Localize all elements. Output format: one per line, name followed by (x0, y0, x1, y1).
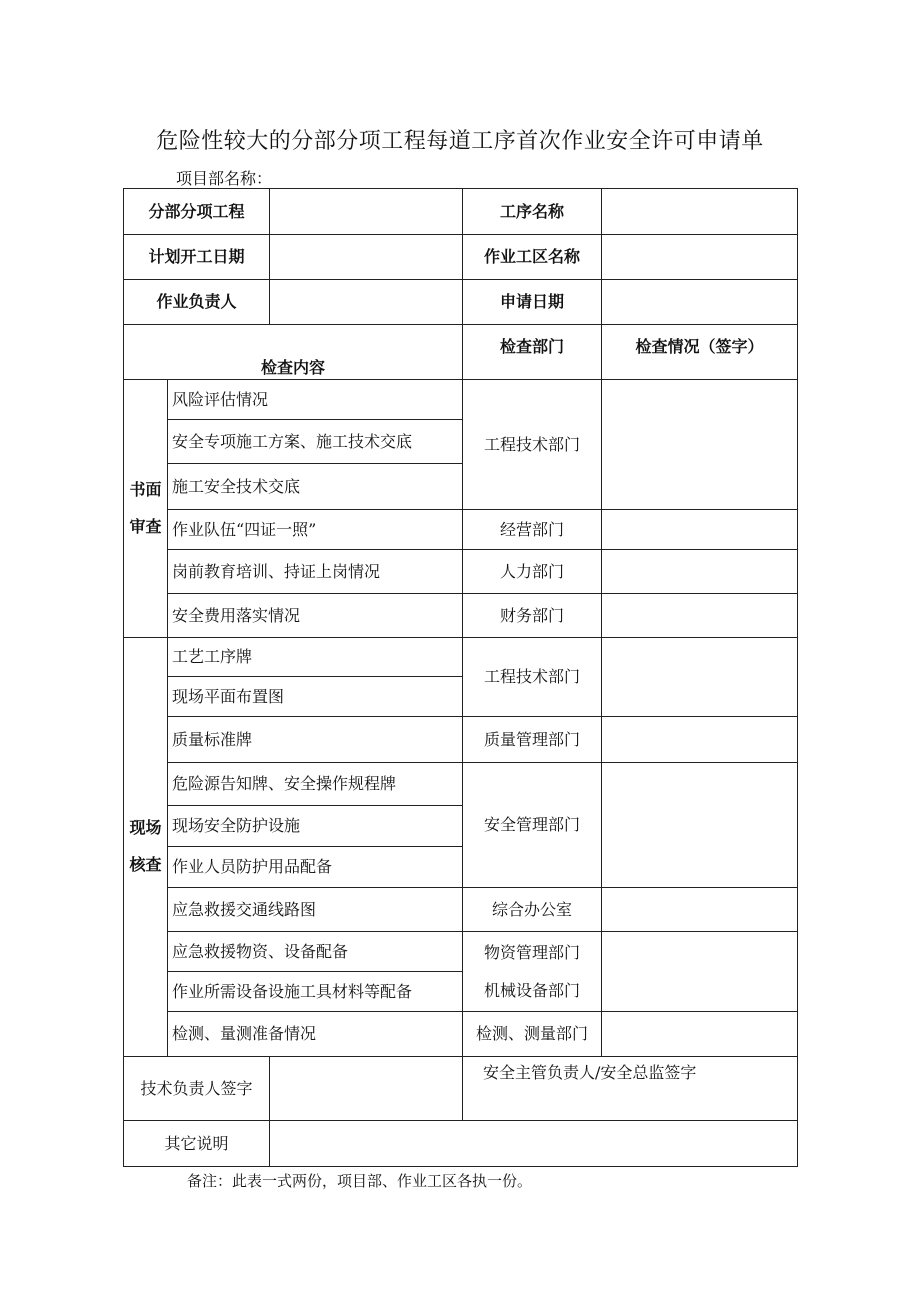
check-item: 风险评估情况 (168, 380, 463, 420)
section-label-line: 审查 (129, 516, 162, 536)
table-row (124, 932, 798, 972)
table-row (124, 1012, 798, 1057)
signature-cell[interactable] (602, 888, 798, 932)
department-cell: 检测、测量部门 (463, 1012, 602, 1057)
planned-start-date-field[interactable] (270, 235, 463, 280)
table-row (124, 638, 798, 677)
table-row (124, 888, 798, 932)
apply-date-label: 申请日期 (463, 280, 602, 325)
check-item: 岗前教育培训、持证上岗情况 (168, 550, 463, 594)
check-item: 作业所需设备设施工具材料等配备 (168, 972, 463, 1012)
check-item: 施工安全技术交底 (168, 464, 463, 510)
check-item: 作业队伍“四证一照” (168, 510, 463, 550)
planned-start-date-label: 计划开工日期 (124, 235, 270, 280)
check-item: 现场安全防护设施 (168, 806, 463, 847)
header-row (124, 280, 798, 325)
department-cell: 安全管理部门 (463, 763, 602, 888)
check-item: 工艺工序牌 (168, 638, 463, 677)
process-name-field[interactable] (602, 189, 798, 235)
project-name-label: 项目部名称： (176, 169, 273, 188)
signature-cell[interactable] (602, 932, 798, 1012)
department-cell: 质量管理部门 (463, 717, 602, 763)
department-line: 物资管理部门 (484, 942, 581, 962)
department-cell: 工程技术部门 (463, 638, 602, 717)
check-item: 质量标准牌 (168, 717, 463, 763)
check-content-header: 检查内容 (124, 325, 463, 380)
signature-cell[interactable] (602, 638, 798, 717)
header-row (124, 189, 798, 235)
department-cell: 财务部门 (463, 594, 602, 638)
sub-project-field[interactable] (270, 189, 463, 235)
department-cell: 经营部门 (463, 510, 602, 550)
department-cell: 综合办公室 (463, 888, 602, 932)
section-site-check-label (124, 638, 168, 1057)
table-row (124, 717, 798, 763)
signature-cell[interactable] (602, 380, 798, 510)
department-cell: 人力部门 (463, 550, 602, 594)
work-leader-field[interactable] (270, 280, 463, 325)
tech-lead-signature-label: 技术负责人签字 (124, 1057, 270, 1121)
other-notes-row (124, 1121, 798, 1167)
form-remark: 备注：此表一式两份，项目部、作业工区各执一份。 (187, 1172, 533, 1190)
column-header-row (124, 325, 798, 380)
signature-cell[interactable] (602, 763, 798, 888)
tech-lead-signature-field[interactable] (270, 1057, 463, 1121)
apply-date-field[interactable] (602, 280, 798, 325)
sub-project-label: 分部分项工程 (124, 189, 270, 235)
section-label-line: 书面 (129, 479, 162, 499)
check-item: 危险源告知牌、安全操作规程牌 (168, 763, 463, 806)
section-label-line: 现场 (129, 818, 162, 838)
other-notes-field[interactable] (270, 1121, 798, 1167)
signature-cell[interactable] (602, 1012, 798, 1057)
table-row (124, 763, 798, 806)
check-item: 现场平面布置图 (168, 677, 463, 717)
signature-cell[interactable] (602, 717, 798, 763)
other-notes-label: 其它说明 (124, 1121, 270, 1167)
table-row (124, 380, 798, 420)
table-row (124, 550, 798, 594)
check-department-header: 检查部门 (463, 325, 602, 380)
work-leader-label: 作业负责人 (124, 280, 270, 325)
section-label-line: 核查 (129, 855, 162, 874)
work-zone-name-field[interactable] (602, 235, 798, 280)
process-name-label: 工序名称 (463, 189, 602, 235)
work-zone-name-label: 作业工区名称 (463, 235, 602, 280)
form-title: 危险性较大的分部分项工程每道工序首次作业安全许可申请单 (156, 129, 764, 154)
header-row (124, 235, 798, 280)
check-item: 检测、量测准备情况 (168, 1012, 463, 1057)
check-item: 安全专项施工方案、施工技术交底 (168, 420, 463, 464)
signature-cell[interactable] (602, 550, 798, 594)
check-item: 作业人员防护用品配备 (168, 847, 463, 888)
department-cell: 工程技术部门 (463, 380, 602, 510)
signature-cell[interactable] (602, 510, 798, 550)
section-written-review-label (124, 380, 168, 638)
safety-director-signature-cell[interactable]: 安全主管负责人/安全总监签字 (463, 1057, 798, 1121)
check-item: 安全费用落实情况 (168, 594, 463, 638)
signature-cell[interactable] (602, 594, 798, 638)
table-row (124, 510, 798, 550)
signature-row (124, 1057, 798, 1121)
table-row (124, 594, 798, 638)
department-cell (463, 932, 602, 1012)
department-line: 机械设备部门 (484, 980, 581, 1000)
check-status-header: 检查情况（签字） (602, 325, 798, 380)
permit-form-table (123, 188, 798, 1167)
check-item: 应急救援交通线路图 (168, 888, 463, 932)
check-item: 应急救援物资、设备配备 (168, 932, 463, 972)
